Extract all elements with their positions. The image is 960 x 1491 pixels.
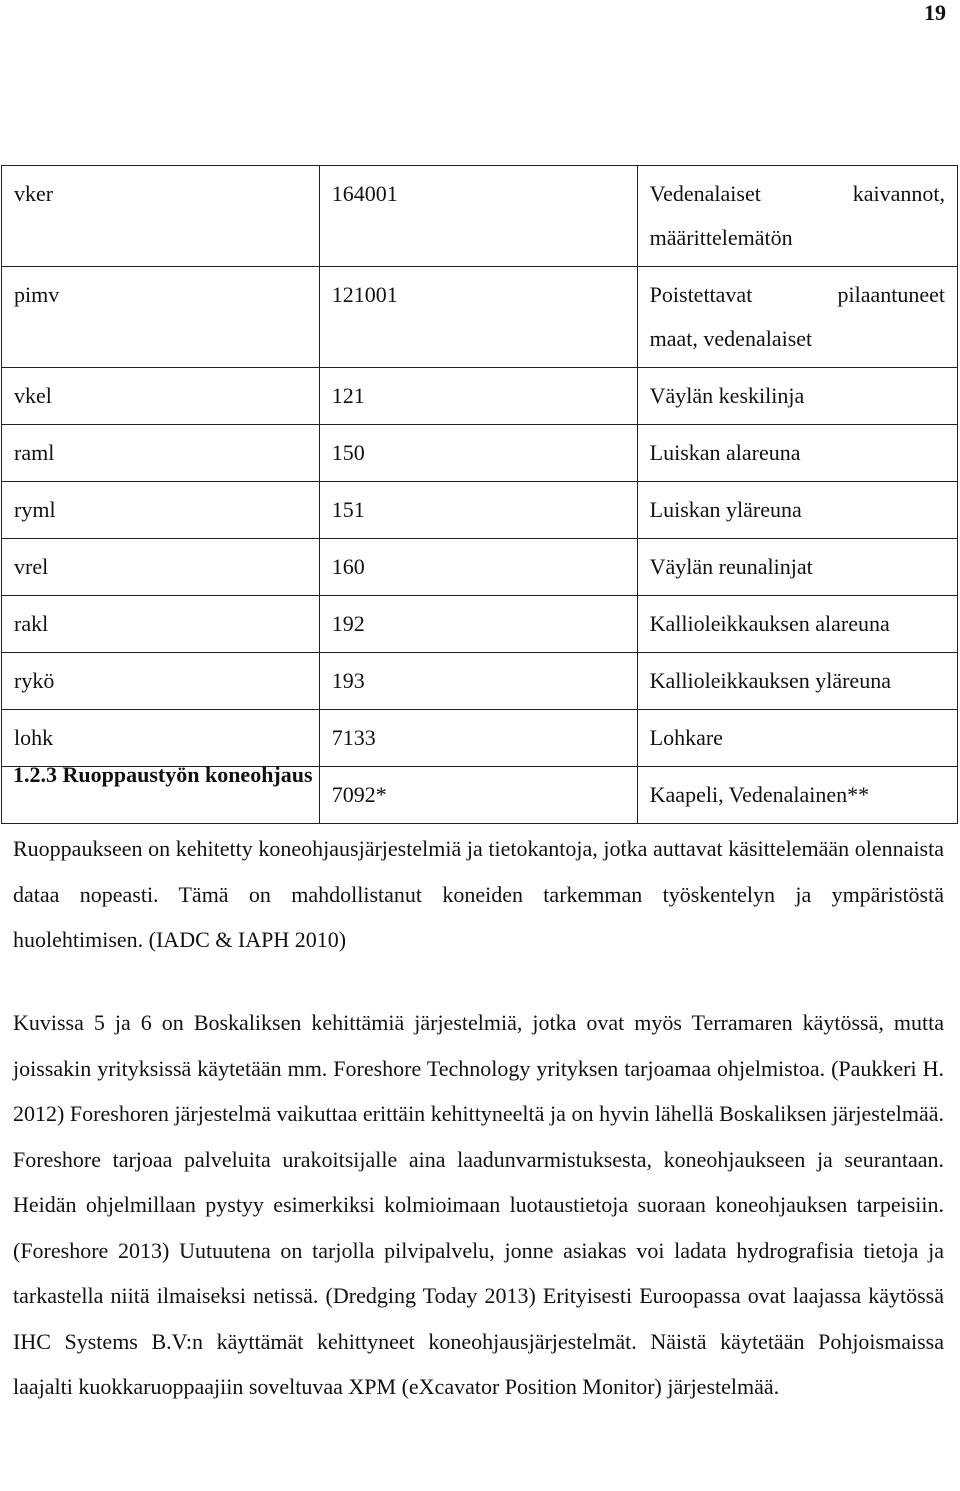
number-cell: 160 <box>319 539 637 596</box>
table-row <box>2 368 958 425</box>
description-cell <box>637 425 957 482</box>
section-heading: 1.2.3 Ruoppaustyön koneohjaus <box>13 762 313 787</box>
table-row <box>2 710 958 767</box>
code-cell: vkel <box>2 368 320 425</box>
description-cell <box>637 482 957 539</box>
description-cell <box>637 539 957 596</box>
code-cell: raml <box>2 425 320 482</box>
description-line: Poistettavat pilaantuneet <box>649 282 945 307</box>
code-cell: rakl <box>2 596 320 653</box>
number-cell: 192 <box>319 596 637 653</box>
code-cell: vker <box>2 166 320 267</box>
description-cell <box>637 267 957 368</box>
description-line: Väylän keskilinja <box>649 383 805 408</box>
number-cell: 7092* <box>319 767 637 824</box>
table-row <box>2 482 958 539</box>
description-line: Lohkare <box>649 725 723 750</box>
number-cell: 121001 <box>319 267 637 368</box>
code-cell: rykö <box>2 653 320 710</box>
code-cell: pimv <box>2 267 320 368</box>
description-line: Väylän reunalinjat <box>649 554 813 579</box>
table-row <box>2 267 958 368</box>
description-cell <box>637 767 957 824</box>
description-line: Luiskan yläreuna <box>649 497 802 522</box>
description-line: Vedenalaiset kaivannot, <box>649 181 945 206</box>
description-line: Kallioleikkauksen yläreuna <box>649 668 891 693</box>
page-number: 19 <box>924 0 946 25</box>
description-cell <box>637 710 957 767</box>
description-cell <box>637 368 957 425</box>
table-row <box>2 539 958 596</box>
code-cell: vrel <box>2 539 320 596</box>
feature-code-table <box>1 165 958 824</box>
number-cell: 150 <box>319 425 637 482</box>
code-cell: lohk <box>2 710 320 767</box>
paragraph-intro: Ruoppaukseen on kehitetty koneohjausjärjestelmiä ja tietokantoja, jotka auttavat käsittelemään olennaista dataa nopeasti. Tämä on mahdollistanut koneiden tarkemman työskentelyn ja ympäristöstä huolehtimisen. (IADC & IAPH 2010) <box>13 836 944 952</box>
description-cell <box>637 166 957 267</box>
table-row <box>2 425 958 482</box>
number-cell: 121 <box>319 368 637 425</box>
description-line: Kallioleikkauksen alareuna <box>649 611 890 636</box>
number-cell: 193 <box>319 653 637 710</box>
number-cell: 164001 <box>319 166 637 267</box>
paragraph-systems: Kuvissa 5 ja 6 on Boskaliksen kehittämiä järjestelmiä, jotka ovat myös Terramaren käytössä, mutta joissakin yrityksissä käytetään mm. Foreshore Technology yrityksen tarjoamaa ohjelmistoa. (Paukkeri H. 2012) Foreshoren järjestelmä vaikuttaa erittäin kehittyneeltä ja on hyvin lähellä Boskaliksen järjestelmää. Foreshore tarjoaa palveluita urakoitsijalle aina laadunvarmistuksesta, koneohjaukseen ja seurantaan. Heidän ohjelmillaan pystyy esimerkiksi kolmioimaan luotaustietoja suoraan koneohjauksen tarpeisiin. (Foreshore 2013) Uutuutena on tarjolla pilvipalvelu, jonne asiakas voi ladata hydrografisia tietoja ja tarkastella niitä ilmaiseksi netissä. (Dredging Today 2013) Erityisesti Euroopassa ovat laajassa käytössä IHC Systems B.V:n käyttämät kehittyneet koneohjausjärjestelmät. Näistä käytetään Pohjoismaissa laajalti kuokkaruoppaajiin soveltuvaa XPM (eXcavator Position Monitor) järjestelmää. <box>13 1010 944 1399</box>
description-line: Kaapeli, Vedenalainen** <box>649 782 870 807</box>
table-row <box>2 653 958 710</box>
number-cell: 7133 <box>319 710 637 767</box>
description-line: määrittelemätön <box>649 225 793 250</box>
table-row <box>2 166 958 267</box>
description-line: maat, vedenalaiset <box>649 326 813 351</box>
description-cell <box>637 596 957 653</box>
table-row <box>2 596 958 653</box>
number-cell: 151 <box>319 482 637 539</box>
description-line: Luiskan alareuna <box>649 440 801 465</box>
description-cell <box>637 653 957 710</box>
code-cell: ryml <box>2 482 320 539</box>
